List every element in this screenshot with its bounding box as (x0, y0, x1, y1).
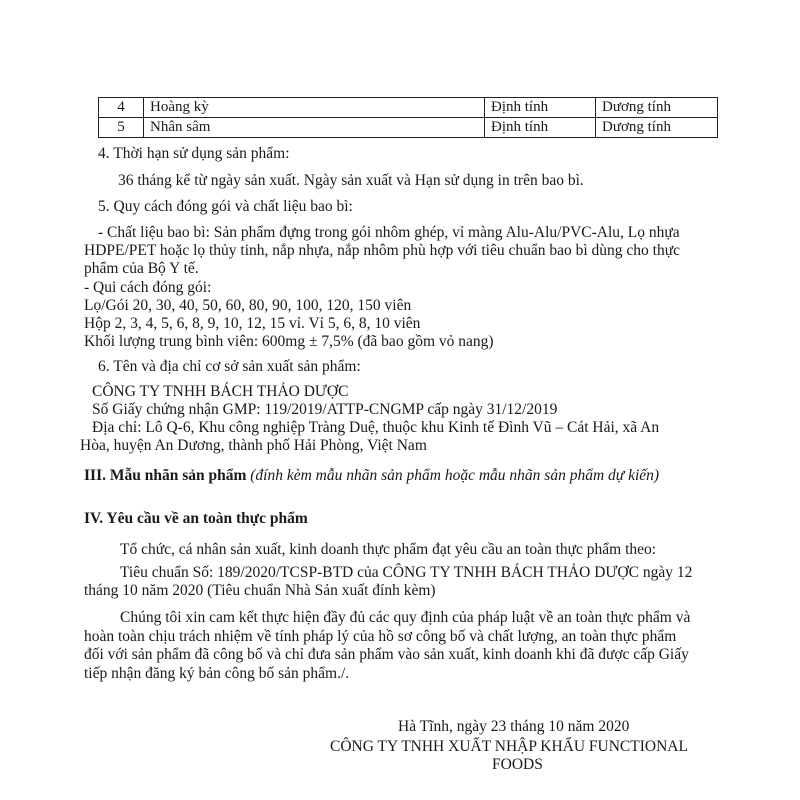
section-6-title: 6. Tên và địa chỉ cơ sở sản xuất sản phẩm: (98, 358, 361, 375)
part-4-paragraph-2-line-2: tháng 10 năm 2020 (Tiêu chuẩn Nhà Sản xuất đính kèm) (84, 582, 436, 599)
part-4-commitment-line-1: Chúng tôi xin cam kết thực hiện đầy đủ các quy định của pháp luật về an toàn thực phẩm và (120, 609, 691, 626)
part-4-commitment-line-3: đối với sản phẩm đã công bố và chỉ đưa sản phẩm vào sản xuất, kinh doanh khi đã được cấp Giấy (84, 646, 689, 663)
row-number-cell: 4 (99, 98, 144, 118)
part-4-paragraph-1: Tổ chức, cá nhân sản xuất, kinh doanh thực phẩm đạt yêu cầu an toàn thực phẩm theo: (120, 541, 657, 558)
part-4-commitment-line-2: hoàn toàn chịu trách nhiệm về tính pháp lý của hồ sơ công bố và chất lượng, an toàn thực phẩm (84, 628, 677, 645)
ingredient-name-cell: Nhân sâm (144, 118, 485, 138)
test-method-cell: Định tính (485, 98, 596, 118)
section-6-address-line-1: Địa chỉ: Lô Q-6, Khu công nghiệp Tràng Duệ, thuộc khu Kinh tế Đình Vũ – Cát Hải, xã An (92, 419, 660, 436)
ingredient-name-cell: Hoàng kỳ (144, 98, 485, 118)
section-6-gmp: Số Giấy chứng nhận GMP: 119/2019/ATTP-CNGMP cấp ngày 31/12/2019 (92, 401, 558, 418)
table-row (99, 118, 718, 138)
signature-company-line-2: FOODS (492, 756, 543, 773)
section-4-text: 36 tháng kể từ ngày sản xuất. Ngày sản xuất và Hạn sử dụng in trên bao bì. (118, 172, 584, 189)
part-3-heading (84, 467, 659, 485)
test-result-cell: Dương tính (596, 98, 718, 118)
part-4-commitment-line-4: tiếp nhận đăng ký bản công bố sản phẩm./. (84, 665, 350, 682)
section-5-pack-item-2: Hộp 2, 3, 4, 5, 6, 8, 9, 10, 12, 15 vỉ. Vỉ 5, 6, 8, 10 viên (84, 315, 421, 332)
test-results-table (98, 97, 718, 138)
section-5-pack-title: - Qui cách đóng gói: (84, 279, 212, 296)
section-5-title: 5. Quy cách đóng gói và chất liệu bao bì: (98, 198, 353, 215)
section-4-title: 4. Thời hạn sử dụng sản phẩm: (98, 145, 290, 162)
table-row (99, 98, 718, 118)
part-4-title: IV. Yêu cầu về an toàn thực phẩm (84, 510, 308, 527)
section-5-pack-item-1: Lọ/Gói 20, 30, 40, 50, 60, 80, 90, 100, 120, 150 viên (84, 297, 412, 314)
section-5-material-line-2: HDPE/PET hoặc lọ thủy tinh, nắp nhựa, nắp nhôm phù hợp với tiêu chuẩn bao bì dùng cho thực (84, 242, 680, 259)
signature-company-line-1: CÔNG TY TNHH XUẤT NHẬP KHẨU FUNCTIONAL (330, 738, 688, 755)
part-4-paragraph-2-line-1: Tiêu chuẩn Số: 189/2020/TCSP-BTD của CÔNG TY TNHH BÁCH THẢO DƯỢC ngày 12 (120, 564, 693, 581)
signature-place-date: Hà Tĩnh, ngày 23 tháng 10 năm 2020 (398, 718, 630, 735)
row-number-cell: 5 (99, 118, 144, 138)
part-3-title: III. Mẫu nhãn sản phẩm (84, 467, 247, 484)
section-5-material-line-1: - Chất liệu bao bì: Sản phẩm đựng trong gói nhôm ghép, vỉ màng Alu-Alu/PVC-Alu, Lọ nhựa (98, 224, 680, 241)
test-method-cell: Định tính (485, 118, 596, 138)
test-result-cell: Dương tính (596, 118, 718, 138)
section-5-material-line-3: phẩm của Bộ Y tế. (84, 260, 199, 277)
section-6-company: CÔNG TY TNHH BÁCH THẢO DƯỢC (92, 383, 349, 400)
part-3-note: (đính kèm mẫu nhãn sản phẩm hoặc mẫu nhãn sản phẩm dự kiến) (246, 467, 660, 484)
section-6-address-line-2: Hòa, huyện An Dương, thành phố Hải Phòng, Việt Nam (80, 437, 427, 454)
section-5-pack-item-3: Khối lượng trung bình viên: 600mg ± 7,5% (đã bao gồm vỏ nang) (84, 333, 494, 350)
